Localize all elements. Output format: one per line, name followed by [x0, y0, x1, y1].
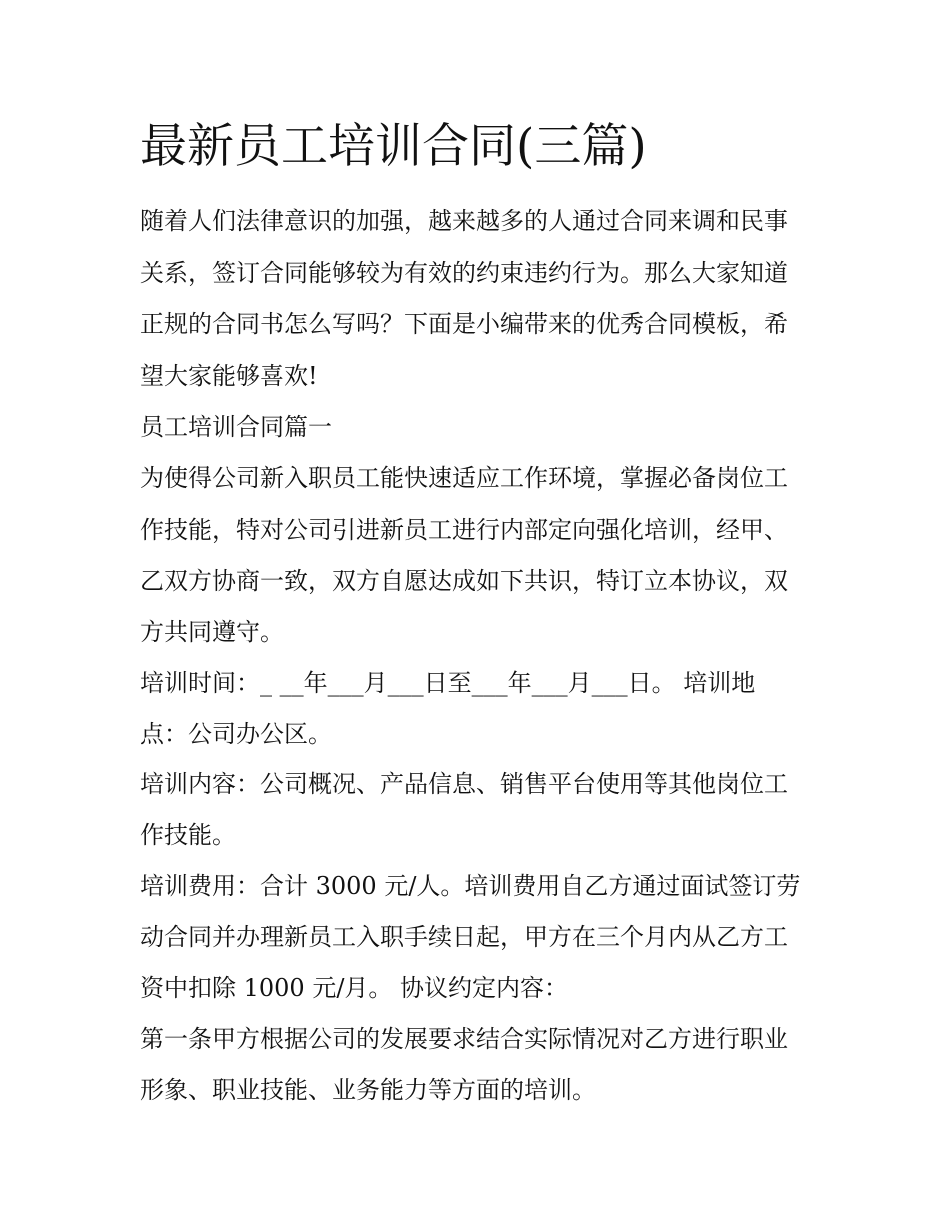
paragraph-line: 点：公司办公区。 [140, 720, 332, 748]
paragraph-line: 动合同并办理新员工入职手续日起，甲方在三个月内从乙方工 [140, 923, 788, 951]
paragraph-line: 资中扣除 1000 元/月。 协议约定内容： [140, 974, 569, 1002]
paragraph-line: 方共同遵守。 [140, 618, 284, 646]
paragraph-line: 形象、职业技能、业务能力等方面的培训。 [140, 1076, 596, 1104]
paragraph-line: 培训内容：公司概况、产品信息、销售平台使用等其他岗位工 [140, 770, 788, 798]
paragraph-line: 关系，签订合同能够较为有效的约束违约行为。那么大家知道 [140, 259, 788, 287]
paragraph-line: 作技能，特对公司引进新员工进行内部定向强化培训，经甲、 [140, 516, 788, 544]
paragraph-line: 作技能。 [140, 821, 236, 849]
document-title: 最新员工培训合同(三篇) [140, 119, 647, 174]
paragraph-line: 乙双方协商一致，双方自愿达成如下共识，特订立本协议，双 [140, 567, 788, 595]
paragraph-line: 第一条甲方根据公司的发展要求结合实际情况对乙方进行职业 [140, 1025, 788, 1053]
paragraph-line: 望大家能够喜欢! [140, 362, 318, 390]
paragraph-line: 随着人们法律意识的加强，越来越多的人通过合同来调和民事 [140, 207, 788, 235]
paragraph-line: 培训时间：_ __年___月___日至___年___月___日。 培训地 [140, 669, 756, 697]
section-heading: 员工培训合同篇一 [140, 413, 332, 441]
paragraph-line: 正规的合同书怎么写吗？下面是小编带来的优秀合同模板，希 [140, 310, 788, 338]
paragraph-line: 为使得公司新入职员工能快速适应工作环境，掌握必备岗位工 [140, 464, 788, 492]
paragraph-line: 培训费用：合计 3000 元/人。培训费用自乙方通过面试签订劳 [140, 872, 801, 900]
